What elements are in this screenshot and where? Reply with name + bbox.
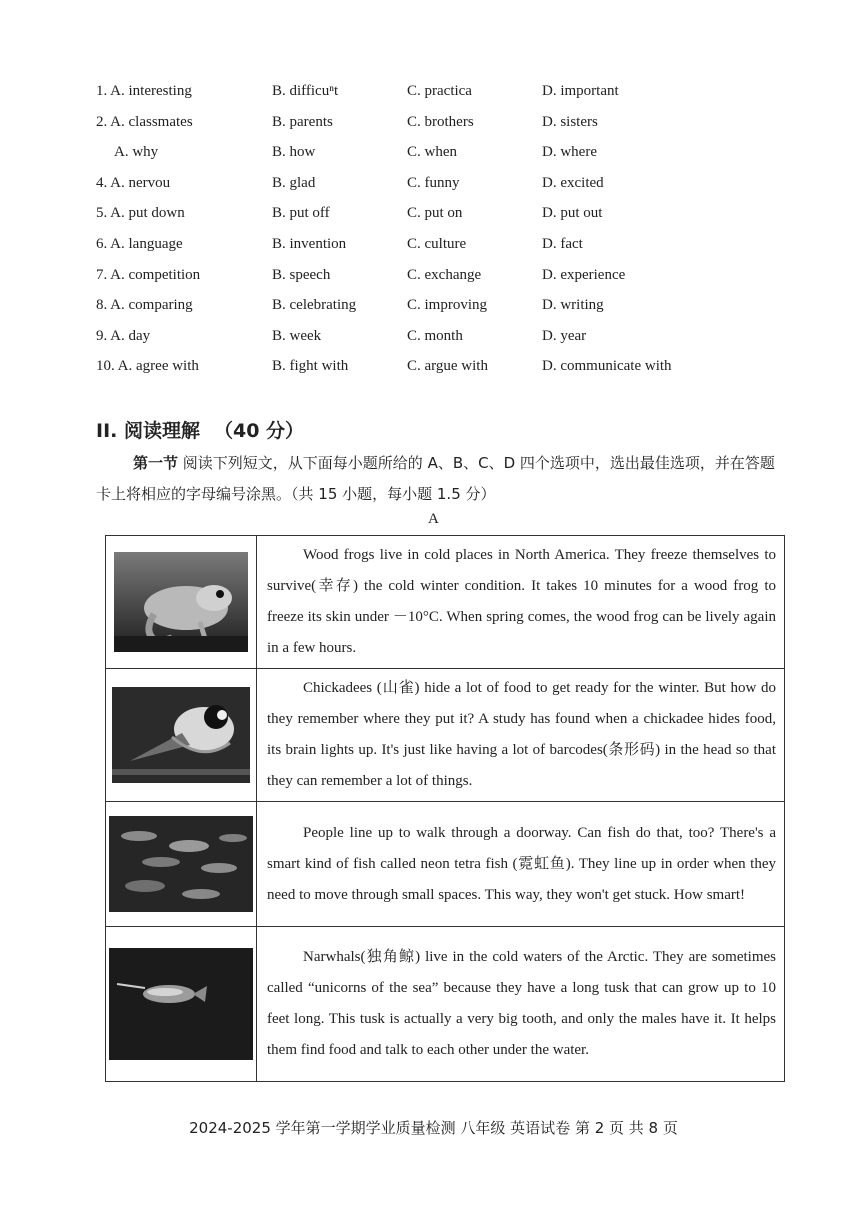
option-c: C. argue with [407, 358, 488, 375]
option-b: B. celebrating [272, 297, 357, 314]
option-a: 2. A. classmates [96, 113, 193, 130]
passage-text: People line up to walk through a doorway. Can fish do that, too? There's a smart kind of fish called neon tetra fish (霓虹鱼). They line up in order when they need to move through small spaces. This way, they won't get stuck. How smart! [257, 802, 785, 927]
option-d: D. important [542, 83, 619, 99]
option-d: D. experience [542, 266, 626, 283]
option-row [96, 172, 756, 203]
passage-label: A [428, 511, 439, 527]
section-title: II. 阅读理解 [96, 420, 200, 442]
option-a: 7. A. competition [96, 266, 201, 283]
option-d: D. fact [542, 235, 583, 252]
passage-text: Narwhals(独角鲸) live in the cold waters of the Arctic. They are sometimes called “unicorns of the sea” because they have a long tusk that can grow up to 10 feet long. This tusk is actually a very big tooth, and only the males have it. It helps them find food and talk to each other under the water. [257, 927, 785, 1082]
passage-image-cell [106, 536, 257, 669]
reading-table [105, 535, 785, 1082]
option-a: 5. A. put down [96, 205, 185, 222]
passage-text: Chickadees (山雀) hide a lot of food to get ready for the winter. But how do they remember where they put it? A study has found when a chickadee hides food, its brain lights up. It's just like having a lot of barcodes(条形码) in the head so that they can remember a lot of things. [257, 669, 785, 802]
section-heading [96, 416, 304, 443]
option-d: D. communicate with [542, 358, 672, 375]
option-d: D. sisters [542, 113, 598, 130]
option-c: C. when [407, 144, 457, 161]
passage-row [106, 669, 785, 802]
option-b: B. difficuⁿt [272, 83, 339, 99]
option-d: D. put out [542, 205, 603, 222]
option-b: B. invention [272, 235, 347, 252]
option-c: C. brothers [407, 113, 474, 130]
option-a: A. why [114, 144, 159, 161]
passage-row [106, 536, 785, 669]
page-footer: 2024-2025 学年第一学期学业质量检测 八年级 英语试卷 第 2 页 共 8 页 [189, 1119, 678, 1137]
passage-text: Wood frogs live in cold places in North America. They freeze themselves to survive(幸存) the cold winter condition. It takes 10 minutes for a wood frog to freeze its skin under －10°C. When spring comes, the wood frog can be lively again in a few hours. [257, 536, 785, 669]
option-b: B. week [272, 327, 322, 344]
option-d: D. where [542, 144, 597, 161]
option-b: B. how [272, 144, 316, 161]
wood-frog-photo [114, 552, 248, 652]
passage-image-cell [106, 802, 257, 927]
cloze-options [96, 80, 756, 386]
passage-image-cell [106, 927, 257, 1082]
option-c: C. put on [407, 205, 463, 222]
option-row [96, 294, 756, 325]
option-c: C. month [407, 327, 463, 344]
part-label: 第一节 [133, 454, 179, 472]
option-d: D. year [542, 327, 587, 344]
neon-tetra-fish-photo [109, 816, 253, 912]
option-row [96, 233, 756, 264]
option-row [96, 264, 756, 295]
option-row [96, 355, 756, 386]
passage-row [106, 802, 785, 927]
option-b: B. glad [272, 174, 316, 191]
option-a: 8. A. comparing [96, 297, 193, 314]
option-b: B. speech [272, 266, 331, 283]
option-d: D. writing [542, 297, 604, 314]
narwhal-photo [109, 948, 253, 1060]
option-a: 10. A. agree with [96, 358, 199, 375]
option-c: C. improving [407, 297, 488, 314]
option-row [96, 325, 756, 356]
option-row [96, 111, 756, 142]
option-b: B. fight with [272, 358, 349, 375]
option-c: C. funny [407, 174, 460, 191]
chickadee-photo [112, 687, 250, 783]
passage-row [106, 927, 785, 1082]
option-c: C. exchange [407, 266, 482, 283]
option-c: C. practica [407, 83, 472, 99]
section-points: （40 分） [213, 420, 305, 442]
option-c: C. culture [407, 235, 467, 252]
option-a: 9. A. day [96, 327, 151, 344]
instructions [96, 448, 780, 510]
option-a: 1. A. interesting [96, 83, 192, 99]
option-d: D. excited [542, 174, 604, 191]
option-a: 6. A. language [96, 235, 183, 252]
option-b: B. put off [272, 205, 330, 222]
instruction-text: 阅读下列短文，从下面每小题所给的 A、B、C、D 四个选项中，选出最佳选项，并在答题卡上将相应的字母编号涂黑。（共 15 小题，每小题 1.5 分） [96, 454, 775, 503]
passage-image-cell [106, 669, 257, 802]
option-b: B. parents [272, 113, 333, 130]
option-row [96, 202, 756, 233]
option-row [96, 80, 756, 111]
option-row [96, 141, 756, 172]
option-a: 4. A. nervou [96, 174, 171, 191]
